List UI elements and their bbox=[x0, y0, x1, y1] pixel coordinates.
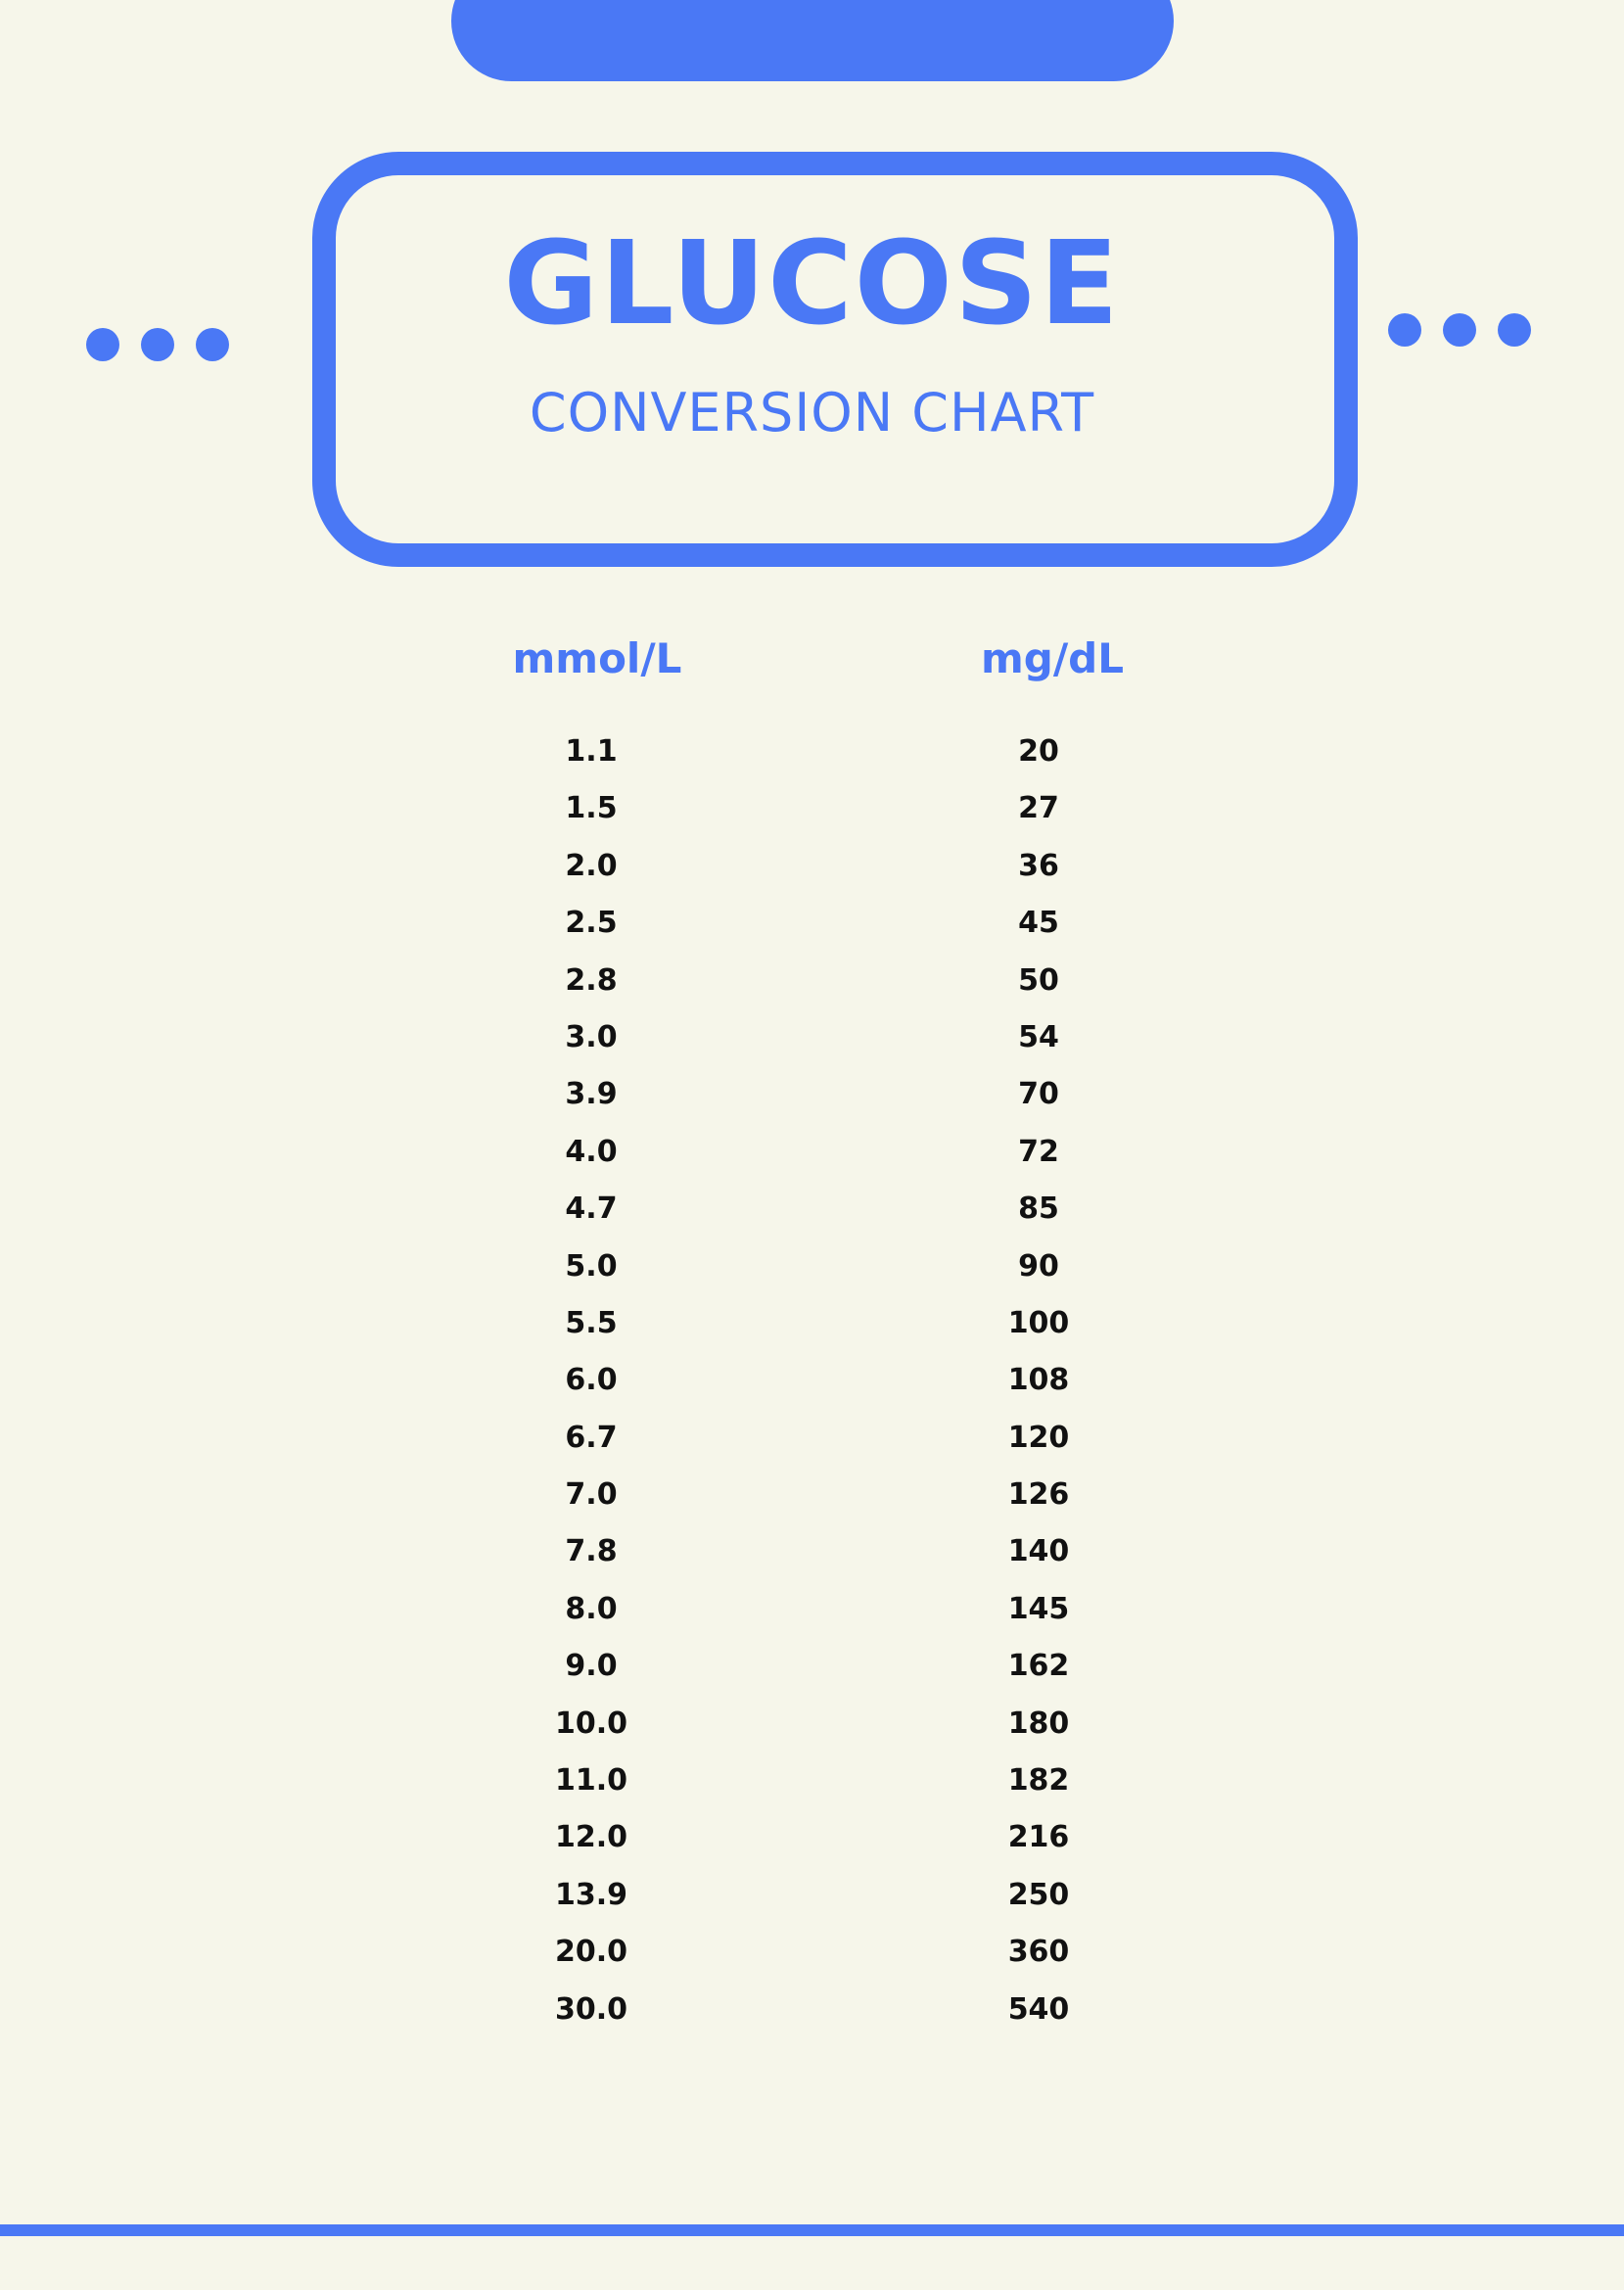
table-row bbox=[0, 1363, 1624, 1423]
dot-icon bbox=[1498, 313, 1531, 347]
cell-mgdl: 140 bbox=[1007, 1534, 1070, 1569]
cell-mgdl: 70 bbox=[1018, 1077, 1059, 1112]
cell-mmol: 30.0 bbox=[554, 1991, 628, 2027]
cell-mgdl: 27 bbox=[1018, 791, 1059, 826]
table-row bbox=[0, 1935, 1624, 1994]
table-row bbox=[0, 1706, 1624, 1766]
table-row bbox=[0, 1420, 1624, 1480]
cell-mgdl: 90 bbox=[1018, 1248, 1059, 1284]
table-row bbox=[0, 1305, 1624, 1366]
cell-mmol: 12.0 bbox=[554, 1820, 628, 1855]
bottom-divider bbox=[0, 2224, 1624, 2236]
table-row bbox=[0, 1134, 1624, 1194]
cell-mmol: 2.0 bbox=[565, 848, 618, 883]
column-header-mgdl: mg/dL bbox=[981, 634, 1124, 682]
table-row bbox=[0, 1591, 1624, 1652]
cell-mmol: 3.0 bbox=[565, 1019, 618, 1054]
table-row bbox=[0, 1248, 1624, 1309]
cell-mmol: 1.5 bbox=[565, 791, 618, 826]
dot-icon bbox=[86, 328, 119, 361]
cell-mgdl: 250 bbox=[1007, 1877, 1070, 1912]
cell-mgdl: 126 bbox=[1007, 1477, 1070, 1513]
cell-mmol: 13.9 bbox=[554, 1877, 628, 1912]
cell-mgdl: 20 bbox=[1018, 734, 1059, 769]
column-header-mmol: mmol/L bbox=[512, 634, 682, 682]
table-row bbox=[0, 734, 1624, 794]
cell-mgdl: 182 bbox=[1007, 1763, 1070, 1799]
table-row bbox=[0, 1763, 1624, 1823]
table-row bbox=[0, 1477, 1624, 1537]
cell-mmol: 4.0 bbox=[565, 1134, 618, 1169]
cell-mmol: 2.5 bbox=[565, 906, 618, 941]
cell-mmol: 7.8 bbox=[565, 1534, 618, 1569]
table-row bbox=[0, 1649, 1624, 1708]
top-tab-decoration bbox=[451, 0, 1174, 81]
cell-mgdl: 162 bbox=[1007, 1649, 1070, 1684]
table-row bbox=[0, 906, 1624, 965]
cell-mgdl: 180 bbox=[1007, 1706, 1070, 1741]
dot-icon bbox=[1443, 313, 1476, 347]
dot-icon bbox=[1388, 313, 1421, 347]
table-row bbox=[0, 1991, 1624, 2052]
cell-mgdl: 120 bbox=[1007, 1420, 1070, 1455]
title-frame bbox=[312, 152, 1358, 567]
cell-mgdl: 54 bbox=[1018, 1019, 1059, 1054]
cell-mmol: 4.7 bbox=[565, 1192, 618, 1227]
cell-mmol: 20.0 bbox=[554, 1935, 628, 1970]
page-subtitle: CONVERSION CHART bbox=[529, 382, 1095, 444]
cell-mgdl: 45 bbox=[1018, 906, 1059, 941]
table-row bbox=[0, 791, 1624, 851]
cell-mgdl: 108 bbox=[1007, 1363, 1070, 1398]
cell-mgdl: 50 bbox=[1018, 962, 1059, 998]
cell-mmol: 2.8 bbox=[565, 962, 618, 998]
cell-mmol: 6.7 bbox=[565, 1420, 618, 1455]
cell-mmol: 1.1 bbox=[565, 734, 618, 769]
table-row bbox=[0, 1019, 1624, 1080]
table-row bbox=[0, 1077, 1624, 1137]
cell-mmol: 7.0 bbox=[565, 1477, 618, 1513]
cell-mgdl: 72 bbox=[1018, 1134, 1059, 1169]
table-row bbox=[0, 1820, 1624, 1880]
dot-icon bbox=[141, 328, 174, 361]
table-row bbox=[0, 848, 1624, 909]
cell-mmol: 11.0 bbox=[554, 1763, 628, 1799]
cell-mmol: 5.5 bbox=[565, 1305, 618, 1340]
table-row bbox=[0, 1877, 1624, 1938]
cell-mgdl: 100 bbox=[1007, 1305, 1070, 1340]
table-row bbox=[0, 1534, 1624, 1594]
dots-decoration-left bbox=[86, 328, 229, 361]
table-row bbox=[0, 962, 1624, 1023]
page-title: GLUCOSE bbox=[503, 215, 1121, 351]
cell-mgdl: 145 bbox=[1007, 1591, 1070, 1626]
conversion-table bbox=[0, 734, 1624, 2052]
cell-mmol: 5.0 bbox=[565, 1248, 618, 1284]
cell-mmol: 6.0 bbox=[565, 1363, 618, 1398]
dots-decoration-right bbox=[1388, 313, 1531, 347]
cell-mmol: 3.9 bbox=[565, 1077, 618, 1112]
cell-mmol: 8.0 bbox=[565, 1591, 618, 1626]
cell-mgdl: 540 bbox=[1007, 1991, 1070, 2027]
cell-mgdl: 36 bbox=[1018, 848, 1059, 883]
dot-icon bbox=[196, 328, 229, 361]
cell-mgdl: 216 bbox=[1007, 1820, 1070, 1855]
cell-mgdl: 360 bbox=[1007, 1935, 1070, 1970]
cell-mgdl: 85 bbox=[1018, 1192, 1059, 1227]
cell-mmol: 10.0 bbox=[554, 1706, 628, 1741]
table-row bbox=[0, 1194, 1624, 1251]
cell-mmol: 9.0 bbox=[565, 1649, 618, 1684]
